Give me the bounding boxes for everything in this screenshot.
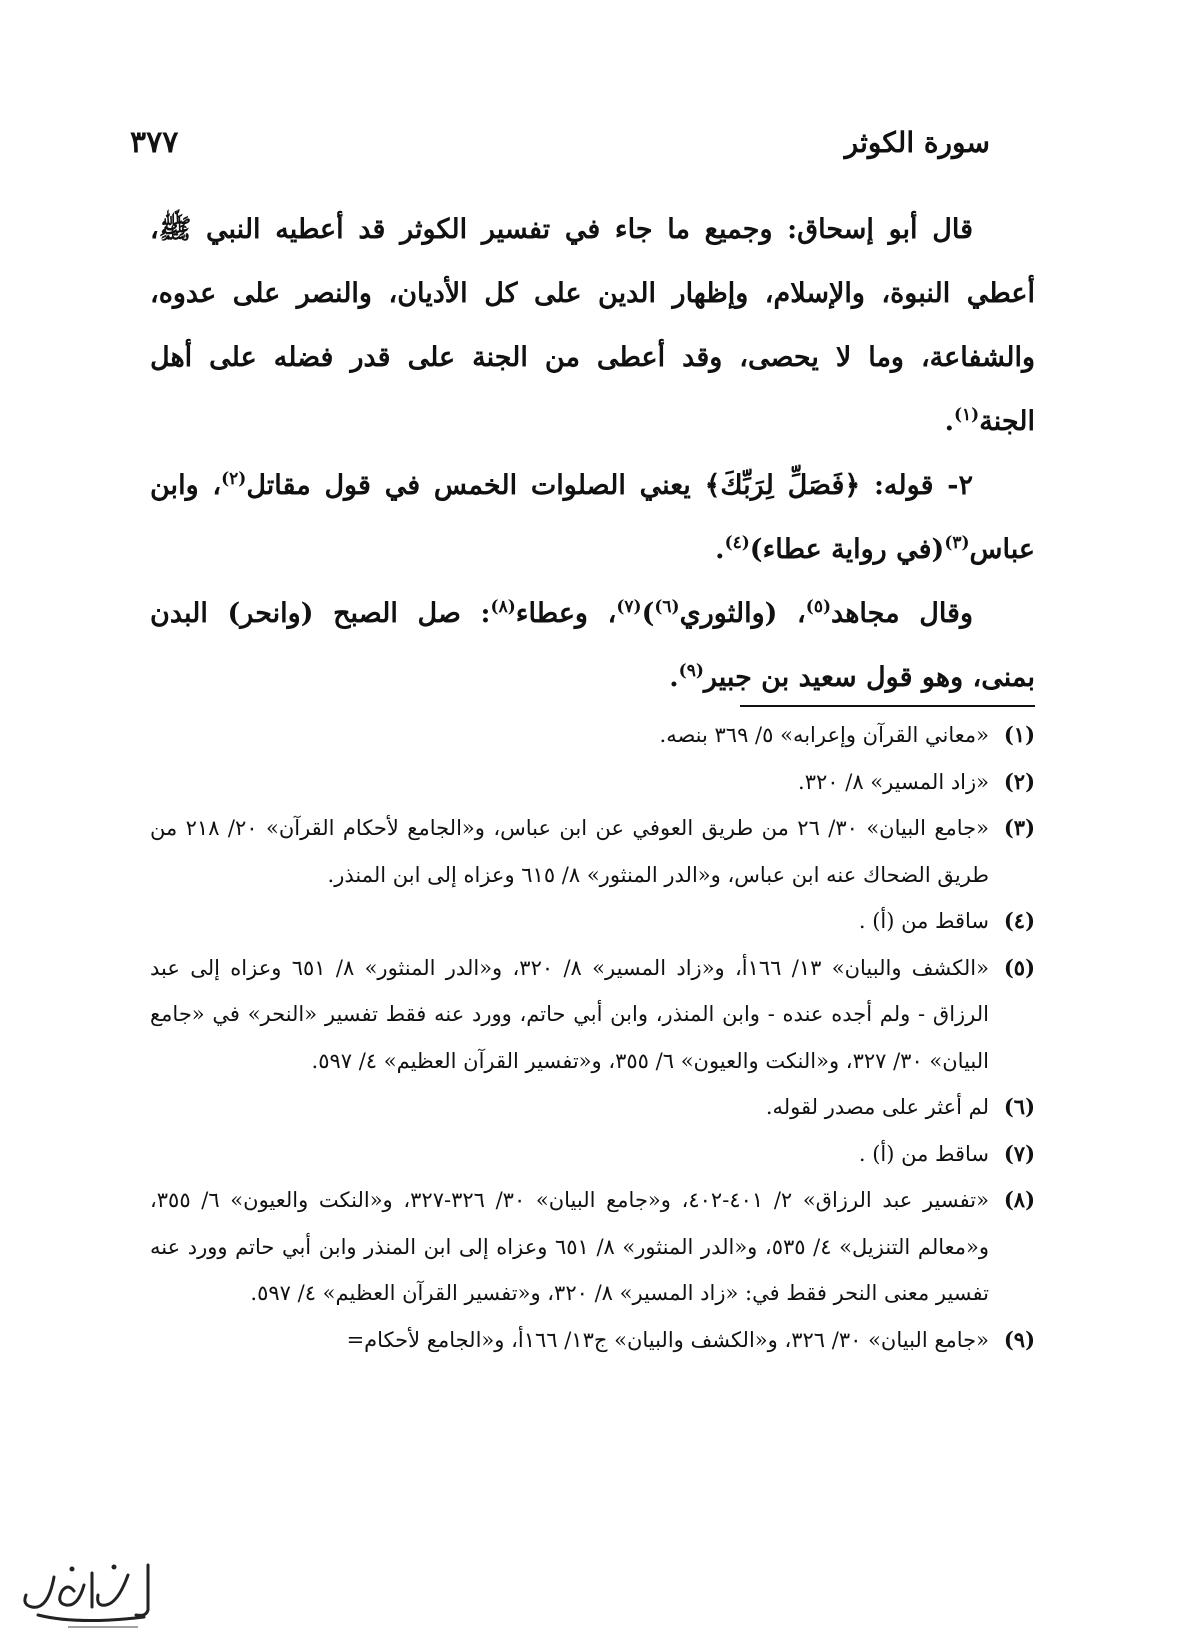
footnote-ref-2: (٢) — [221, 469, 247, 489]
paragraph-3-text-e: : صل الصبح (وانحر) البدن بمنى، وهو قول سعيد بن جبير — [150, 598, 1035, 693]
footnote-ref-8: (٨) — [490, 597, 516, 617]
footnote-ref-7: (٧) — [616, 597, 642, 617]
footnote-number: (٨) — [1003, 1187, 1035, 1212]
footnote-ref-9: (٩) — [678, 661, 704, 681]
paragraph-3-text-b: ، (والثوري — [679, 598, 806, 629]
footnote-number: (٧) — [1003, 1140, 1035, 1166]
calligraphy-logo-icon — [8, 1555, 158, 1635]
footnote-number: (٢) — [1003, 768, 1035, 794]
footnote-ref-6: (٦) — [654, 597, 680, 617]
paragraph-3 — [150, 582, 1035, 710]
footnote-8 — [150, 1177, 1035, 1317]
footnote-number: (٥) — [1003, 954, 1035, 980]
page-header — [130, 118, 990, 166]
footnote-9 — [150, 1317, 1035, 1364]
footnote-3 — [150, 805, 1035, 898]
footnotes — [150, 712, 1035, 1363]
footnote-text: لم أعثر على مصدر لقوله. — [765, 1095, 989, 1119]
footnote-1 — [150, 712, 1035, 759]
footnote-number: (٦) — [1003, 1094, 1035, 1119]
paragraph-3-text-d: ، وعطاء — [515, 598, 617, 629]
footnote-7 — [150, 1131, 1035, 1178]
footnote-text: «الكشف والبيان» ١٣/ ١٦٦أ، و«زاد المسير» ٨/ ٣٢٠، و«الدر المنثور» ٨/ ٦٥١ وعزاه إلى عبد الرزاق - ولم أجده عنده - وابن المنذر، وابن أبي حاتم، وورد عنه فقط تفسير «النحر» في «جامع البيان» ٣٠/ ٣٢٧، و«النكت والعيون» ٦/ ٣٥٥، و«تفسير القرآن العظيم» ٤/ ٥٩٧. — [150, 955, 989, 1073]
footnote-divider — [740, 705, 1035, 707]
calligraphy-logo-svg — [8, 1555, 158, 1635]
footnote-5 — [150, 945, 1035, 1085]
footnote-text: ساقط من (أ) . — [858, 1141, 989, 1166]
page-number: ٣٧٧ — [130, 124, 179, 160]
footnote-4 — [150, 898, 1035, 945]
footnote-number: (٤) — [1003, 908, 1035, 933]
paragraph-3-text-c: ) — [641, 598, 655, 629]
footnote-ref-1: (١) — [953, 405, 980, 425]
footnote-text: «تفسير عبد الرزاق» ٢/ ٤٠١-٤٠٢، و«جامع البيان» ٣٠/ ٣٢٦-٣٢٧، و«النكت والعيون» ٦/ ٣٥٥، و«معالم التنزيل» ٤/ ٥٣٥، و«الدر المنثور» ٨/ ٦٥١ وعزاه إلى ابن المنذر وابن أبي حاتم وورد عنه تفسير معنى النحر فقط في: «زاد المسير» ٨/ ٣٢٠، و«تفسير القرآن العظيم» ٤/ ٥٩٧. — [150, 1188, 989, 1305]
paragraph-1-text: قال أبو إسحاق: وجميع ما جاء في تفسير الكوثر قد أعطيه النبي ﷺ، أعطي النبوة، والإسلام، وإظهار الدين على كل الأديان، والنصر على عدوه، والشفاعة، وما لا يحصى، وقد أعطى من الجنة على قدر فضله على أهل الجنة — [150, 214, 1035, 437]
footnote-text: «زاد المسير» ٨/ ٣٢٠. — [798, 769, 989, 794]
paragraph-1 — [150, 198, 1035, 454]
footnote-number: (٩) — [1003, 1326, 1035, 1352]
footnote-ref-4: (٤) — [724, 533, 750, 553]
paragraph-3-end: . — [669, 662, 679, 693]
footnote-text: ساقط من (أ) . — [858, 909, 989, 933]
footnote-number: (١) — [1003, 722, 1035, 747]
footnote-text: «جامع البيان» ٣٠/ ٣٢٦، و«الكشف والبيان» ج١٣/ ١٦٦أ، و«الجامع لأحكام= — [346, 1327, 989, 1352]
paragraph-1-end: . — [944, 406, 954, 437]
footnote-text: «معاني القرآن وإعرابه» ٥/ ٣٦٩ بنصه. — [659, 723, 989, 747]
main-text — [150, 198, 1035, 710]
footnote-ref-3: (٣) — [944, 533, 970, 553]
footnote-number: (٣) — [1003, 815, 1035, 840]
paragraph-2 — [150, 454, 1035, 582]
paragraph-2-end: . — [715, 534, 725, 565]
footnote-text: «جامع البيان» ٣٠/ ٢٦ من طريق العوفي عن ابن عباس، و«الجامع لأحكام القرآن» ٢٠/ ٢١٨ من طريق الضحاك عنه ابن عباس، و«الدر المنثور» ٨/ ٦١٥ وعزاه إلى ابن المنذر. — [150, 816, 989, 887]
footnote-6 — [150, 1084, 1035, 1131]
paragraph-2-text-c: (في رواية عطاء) — [749, 534, 945, 565]
footnote-ref-5: (٥) — [805, 597, 832, 617]
surah-title: سورة الكوثر — [844, 125, 990, 159]
paragraph-3-text-a: وقال مجاهد — [831, 598, 973, 629]
paragraph-2-text-b: ، وابن عباس — [150, 470, 1035, 565]
footnote-2 — [150, 759, 1035, 806]
paragraph-2-text-a: ٢- قوله: ﴿فَصَلِّ لِرَبِّكَ﴾ يعني الصلوات الخمس في قول مقاتل — [246, 470, 973, 501]
